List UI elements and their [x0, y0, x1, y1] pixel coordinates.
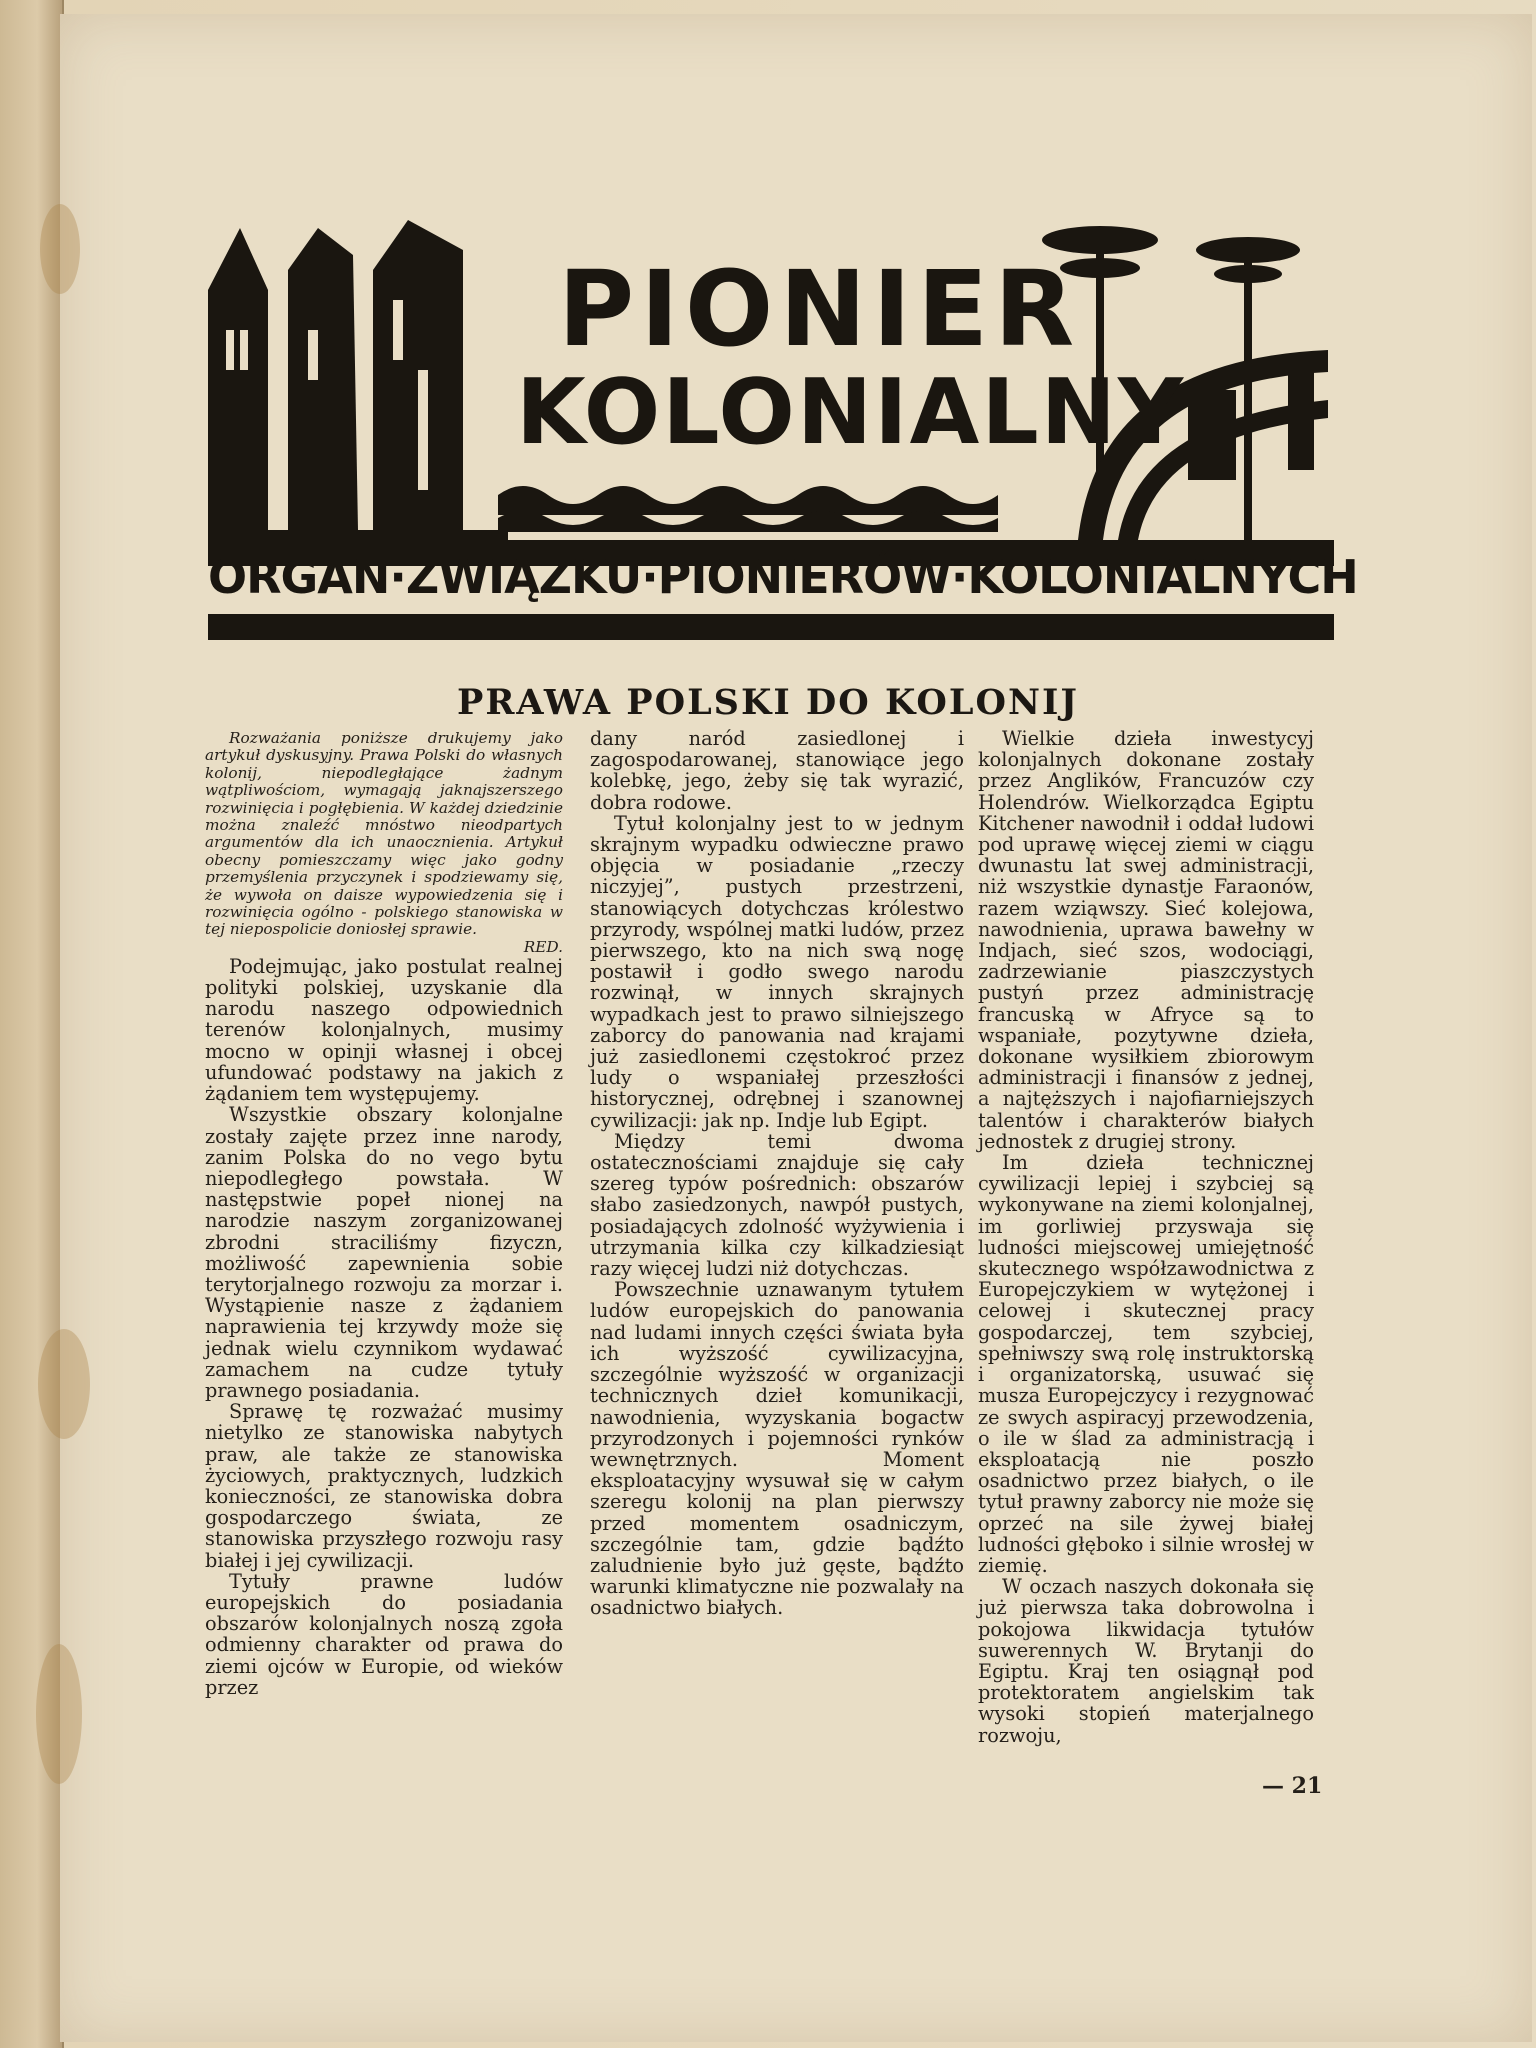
editorial-signature: RED.	[523, 937, 563, 956]
tower-icon	[208, 228, 268, 530]
editorial-note: Rozważania poniższe drukujemy jako artykuł dyskusyjny. Prawa Polski do własnych kolonij, niepodległające żadnym wątpliwościom, wymagają jaknajszerszego rozwinięcia i pogłębienia. W każdej dziedzinie można znaleźć mnóstwo nieodpartych argumentów dla ich unaocznienia. Artykuł obecny pomieszczamy więc jako godny przemyślenia przyczynek i spodziewamy się, że wywoła on daisze wypowiedzenia się i rozwinięcia ogólno - polskiego stanowiska w tej niepospolicie doniosłej sprawie.	[205, 729, 563, 939]
paragraph: Im dzieła technicznej cywilizacji lepiej i szybciej są wykonywane na ziemi kolonjalnej, im gorliwiej przyswaja się ludności miejscowej umiejętność skutecznego współzawodnictwa z Europejczykiem w wytężonej i celowej i skutecznej pracy gospodarczej, tem szybciej, spełniwszy swą rolę instruktorską i organizatorską, usuwać się musza Europejczycy i rezygnować ze swych aspiracyj przewodzenia, o ile w ślad za administracją i eksploatacją nie poszło osadnictwo przez białych, o ile tytuł prawny zaborcy nie może się oprzeć na sile żywej białej ludności głęboko i silnie wrosłej w ziemię.	[978, 1151, 1314, 1577]
paragraph: Wielkie dzieła inwestycyj kolonjalnych dokonane zostały przez Anglików, Francuzów czy Holendrów. Wielkorządca Egiptu Kitchener nawodnił i oddał ludowi pod uprawę więcej ziemi w ciągu dwunastu lat swej administracji, niż wszystkie dynastje Faraonów, razem wziąwszy. Sieć kolejowa, nawodnienia, uprawa bawełny w Indjach, sieć szos, wodociągi, zadrzewianie piaszczystych pustyń przez administrację francuską w Afryce są to wspaniałe, pozytywne dzieła, dokonane wysiłkiem zbiorowym administracji i finansów z jednej, a najtęższych i najofiarniejszych talentów i charakterów białych jednostek z drugiej strony.	[978, 727, 1314, 1153]
stain	[38, 1329, 90, 1439]
palm-tree-icon	[1196, 237, 1300, 263]
masthead	[208, 210, 1358, 640]
paragraph: Powszechnie uznawanym tytułem ludów europejskich do panowania nad ludami innych części świata była ich wyższość cywilizacyjna, szczególnie wyższość w organizacji technicznych dzieł komunikacji, nawodnienia, wyzyskania bogactw przyrodzonych i pojemności rynków wewnętrznych. Moment eksploatacyjny wysuwał się w całym szeregu kolonij na plan pierwszy przed momentem osadniczym, szczególnie tam, gdzie bądźto zaludnienie było już gęste, bądźto warunki klimatyczne nie pozwalały na osadnictwo białych.	[590, 1278, 964, 1620]
masthead-bottom-bar	[208, 614, 1334, 640]
paragraph: Sprawę tę rozważać musimy nietylko ze stanowiska nabytych praw, ale także ze stanowiska życiowych, praktycznych, ludzkich konieczności, ze stanowiska dobra gospodarczego świata, ze stanowiska przyszłego rozwoju rasy białej i jej cywilizacji.	[205, 1400, 563, 1572]
stain	[40, 204, 80, 294]
paragraph: Tytuł kolonjalny jest to w jednym skrajnym wypadku odwieczne prawo objęcia w posiadanie „rzeczy niczyjej”, pustych przestrzeni, stanowiących dotychczas królestwo przyrody, wspólnej matki ludów, przez pierwszego, kto na nich swą nogę postawił i godło swego narodu rozwinął, w innych skrajnych wypadkach jest to prawo silniejszego zaborcy do panowania nad krajami już zasiedlonemi częstokroć przez ludy o wspaniałej przeszłości historycznej, odrębnej i szanownej cywilizacji: jak np. Indje lub Egipt.	[590, 811, 964, 1132]
paragraph: Tytuły prawne ludów europejskich do posiadania obszarów kolonjalnych noszą zgoła odmienny charakter od prawa do ziemi ojców w Europie, od wieków przez	[205, 1569, 563, 1699]
masthead-title-line2: KOLONIALNY	[516, 360, 1186, 465]
article-column-1	[205, 730, 563, 1698]
paragraph: W oczach naszych dokonała się już pierwsza taka dobrowolna i pokojowa likwidacja tytułów suwerennych W. Brytanji do Egiptu. Kraj ten osiągnął pod protektoratem angielskim tak wysoki stopień materjalnego rozwoju,	[978, 1575, 1314, 1747]
article-column-2	[590, 728, 964, 1619]
masthead-subtitle: ORGAN·ZWIĄZKU·PIONIERÓW·KOLONIALNYCH	[208, 550, 1358, 604]
paragraph: Wszystkie obszary kolonjalne zostały zajęte przez inne narody, zanim Polska do no vego bytu niepodległego powstała. W następstwie popeł nionej na narodzie naszym zorganizowanej zbrodni straciliśmy fizyczn, możliwość zapewnienia sobie terytorjalnego rozwoju za morzar i. Wystąpienie nasze z żądaniem naprawienia tej krzywdy może się jednak wielu czynnikom wydawać zamachem na cudze tytuły prawnego posiadania.	[205, 1103, 563, 1402]
article-column-3	[978, 728, 1314, 1746]
wave-icon	[498, 486, 998, 515]
article-headline: PRAWA POLSKI DO KOLONIJ	[457, 682, 1079, 723]
page-number: — 21	[1262, 1773, 1323, 1799]
masthead-title-line1: PIONIER	[558, 248, 1081, 370]
tower-icon	[288, 228, 358, 530]
stain	[36, 1644, 82, 1784]
paragraph: Podejmując, jako postulat realnej polityki polskiej, uzyskanie dla narodu naszego odpowiednich terenów kolonjalnych, musimy mocno w opinji własnej i obcej ufundować podstawy na jakich z żądaniem tem występujemy.	[205, 954, 563, 1106]
paragraph: Między temi dwoma ostatecznościami znajduje się cały szereg typów pośrednich: obszarów słabo zasiedzonych, nawpół pustych, posiadających zdolność wyżywienia i utrzymania kilka czy kilkadziesiąt razy więcej ludzi niż dotychczas.	[590, 1129, 964, 1281]
paragraph: dany naród zasiedlonej i zagospodarowanej, stanowiące jego kolebkę, jego, żeby się tak wyrazić, dobra rodowe.	[590, 727, 964, 814]
